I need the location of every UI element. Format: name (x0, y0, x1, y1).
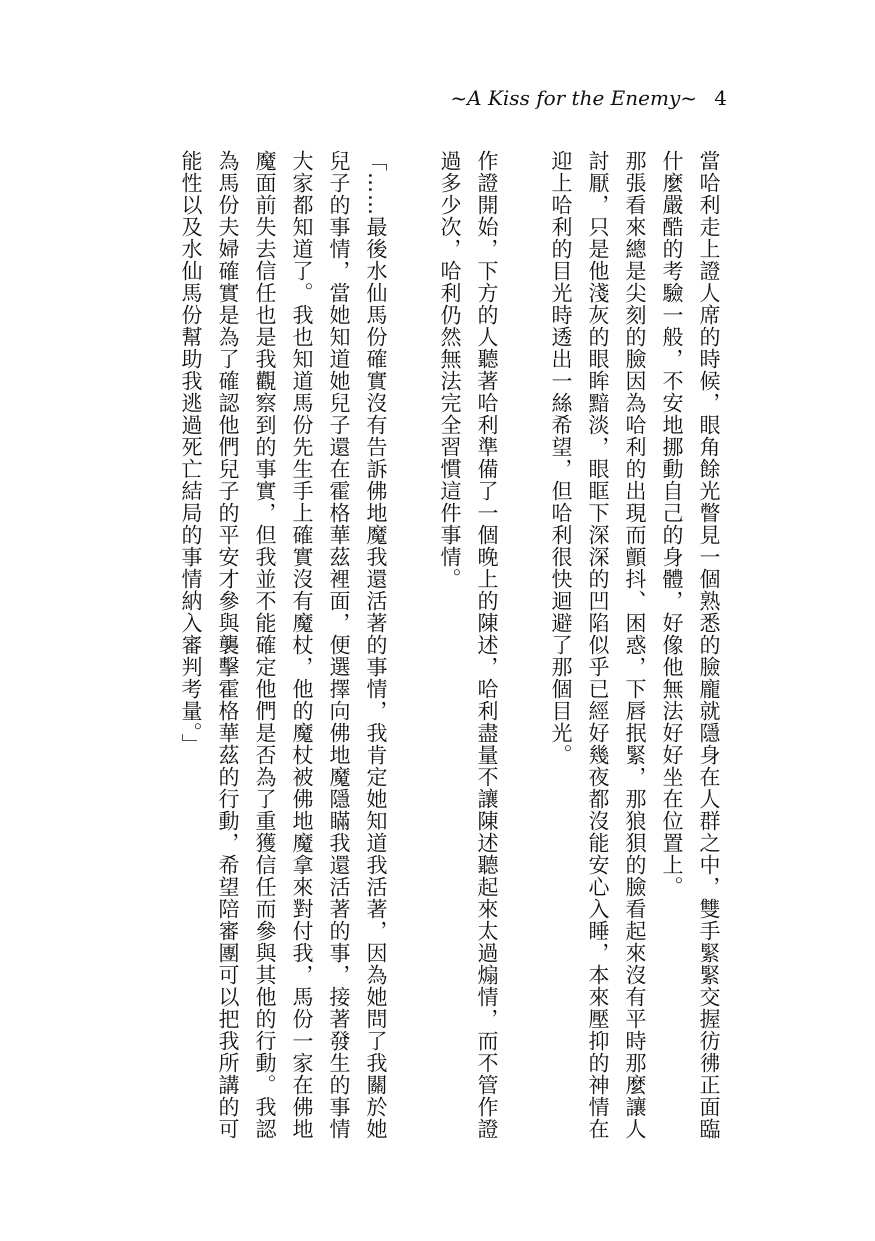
paragraph-2: 作證開始，下方的人聽著哈利準備了一個晚上的陳述，哈利盡量不讓陳述聽起來太過煽情，而不管作證 過多少次，哈利仍然無法完全習慣這件事情。 (438, 150, 499, 1140)
paragraph-1: 當哈利走上證人席的時候，眼角餘光瞥見一個熟悉的臉龐就隱身在人群之中，雙手緊緊交握彷彿正面臨 什麼嚴酷的考驗一般，不安地挪動自己的身體，好像他無法好好坐在位置上。 那張看來總是尖刻的臉因為哈利的出現而顫抖、困惑，下唇抿緊，那狼狽的臉看起來沒有平時那麼讓人 討厭，只是他淺灰的眼眸黯淡，眼眶下深深的凹陷似乎已經好幾夜都沒能安心入睡，本來壓抑的神情在 迎上哈利的目光時透出一絲希望，但哈利很快迴避了那個目光。 (549, 150, 721, 1140)
page-number: 4 (714, 86, 727, 110)
header-title: ~A Kiss for the Enemy~ (450, 86, 697, 110)
vertical-text-body (127, 150, 727, 1150)
paragraph-3: 「……最後水仙馬份確實沒有告訴佛地魔我還活著的事情，我肯定她知道我活著，因為她問了我關於她 兒子的事情，當她知道她兒子還在霍格華茲裡面，便選擇向佛地魔隱瞞我還活著的事，接著發生的事情 大家都知道了。我也知道馬份先生手上確實沒有魔杖，他的魔杖被佛地魔拿來對付我，馬份一家在佛地 魔面前失去信任也是我觀察到的事實，但我並不能確定他們是否為了重獲信任而參與其他的行動。我認 為馬份夫婦確實是為了確認他們兒子的平安才參與襲擊霍格華茲的行動，希望陪審團可以把我所講的可 能性以及水仙馬份幫助我逃過死亡結局的事情納入審判考量。」 (179, 150, 388, 1140)
